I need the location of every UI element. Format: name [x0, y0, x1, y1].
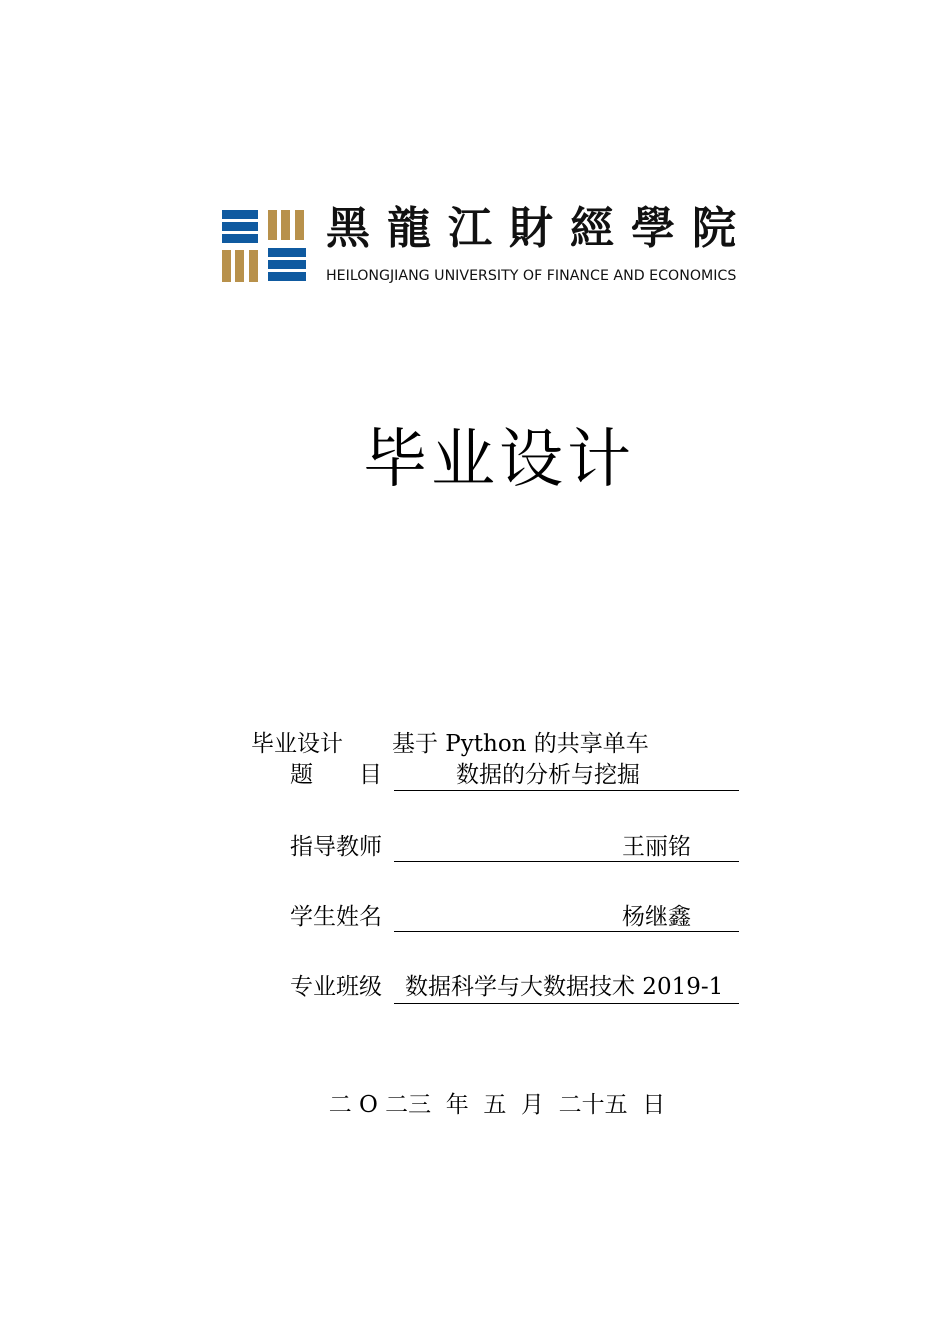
- advisor-label: 指导教师: [290, 834, 382, 860]
- major-label: 专业班级: [290, 974, 382, 1000]
- date-line: 二 O 二三 年 五 月 二十五 日: [328, 1092, 666, 1118]
- advisor-underline: [394, 861, 739, 862]
- major-value: 数据科学与大数据技术 2019-1: [405, 974, 724, 1000]
- topic-label-line-1: 毕业设计: [251, 731, 343, 757]
- topic-value-line-1: 基于 Python 的共享单车: [392, 731, 649, 757]
- major-underline: [394, 1003, 739, 1004]
- student-label: 学生姓名: [290, 904, 382, 930]
- page-title: 毕业设计: [363, 423, 635, 497]
- logo-chinese-name: 黑龍江財經學院: [326, 203, 753, 254]
- student-value: 杨继鑫: [622, 904, 691, 930]
- logo-english-name: HEILONGJIANG UNIVERSITY OF FINANCE AND ECONOMICS: [326, 268, 737, 284]
- student-underline: [394, 931, 739, 932]
- university-logo: [222, 204, 802, 286]
- topic-value-line-2: 数据的分析与挖掘: [456, 762, 640, 788]
- advisor-value: 王丽铭: [622, 834, 691, 860]
- topic-underline: [394, 790, 739, 791]
- topic-label-line-2: 题 目: [290, 762, 382, 788]
- university-emblem-icon: [222, 208, 306, 282]
